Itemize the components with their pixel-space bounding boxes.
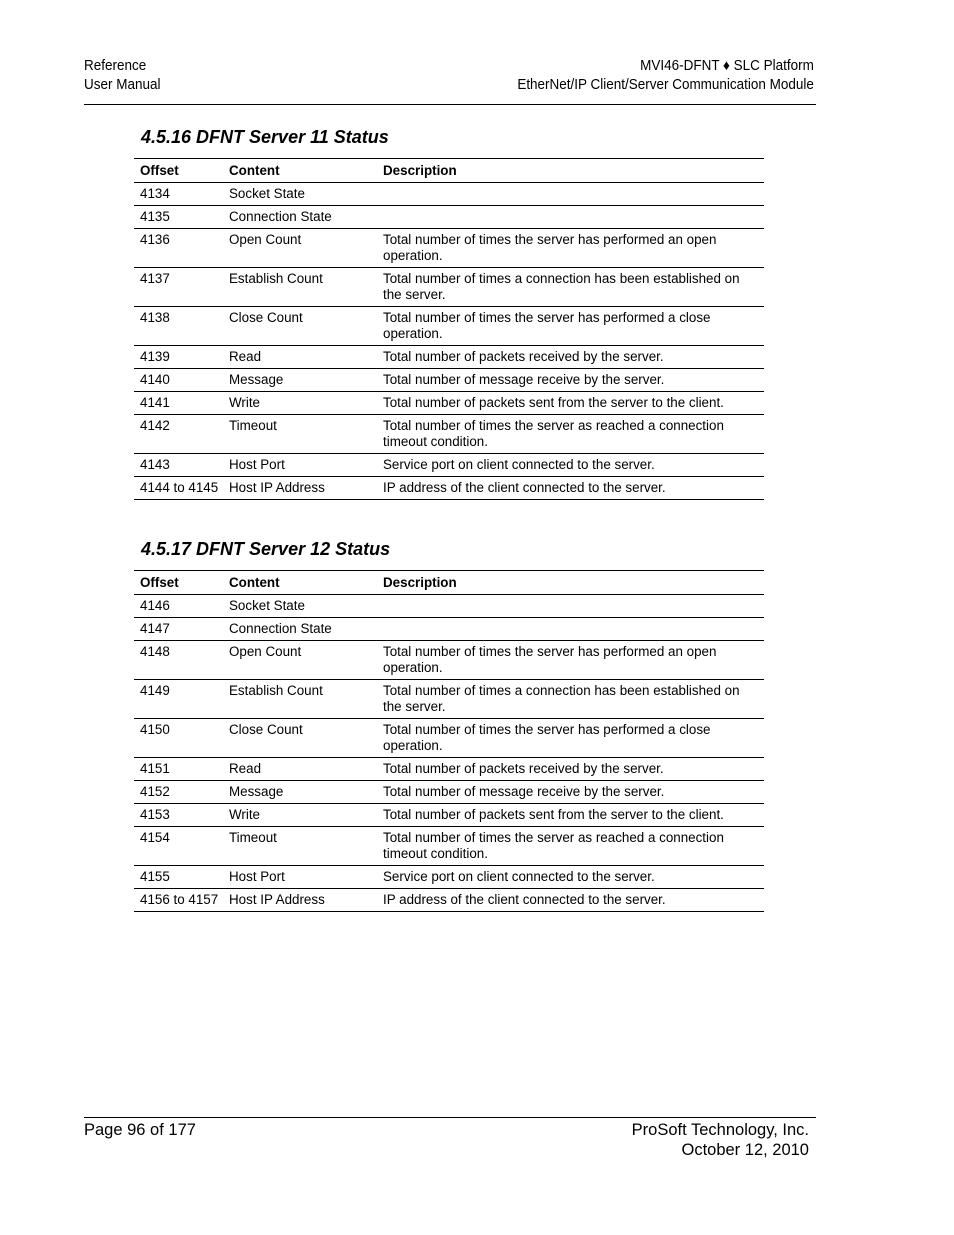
description-cell: Total number of packets sent from the server to the client. xyxy=(377,392,764,415)
offset-cell: 4149 xyxy=(134,680,223,719)
content-cell: Open Count xyxy=(223,229,377,268)
running-header-right xyxy=(517,57,814,95)
table-row xyxy=(134,454,764,477)
content-cell: Open Count xyxy=(223,641,377,680)
description-cell xyxy=(377,183,764,206)
table-row xyxy=(134,346,764,369)
section-title-server-11: 4.5.16 DFNT Server 11 Status xyxy=(141,127,389,147)
description-cell xyxy=(377,595,764,618)
description-cell: Total number of times the server has performed an open operation. xyxy=(377,641,764,680)
column-header-content: Content xyxy=(223,159,377,183)
content-cell: Connection State xyxy=(223,618,377,641)
section-title-server-12: 4.5.17 DFNT Server 12 Status xyxy=(141,539,391,559)
content-cell: Host Port xyxy=(223,866,377,889)
table-row xyxy=(134,804,764,827)
description-cell: Total number of packets received by the server. xyxy=(377,758,764,781)
table-row xyxy=(134,183,764,206)
offset-cell: 4148 xyxy=(134,641,223,680)
table-row xyxy=(134,307,764,346)
description-cell: Service port on client connected to the server. xyxy=(377,454,764,477)
description-cell: Total number of times the server as reached a connection timeout condition. xyxy=(377,827,764,866)
table-row xyxy=(134,618,764,641)
offset-cell: 4153 xyxy=(134,804,223,827)
content-cell: Write xyxy=(223,804,377,827)
server-11-status-table xyxy=(134,158,764,500)
description-cell: IP address of the client connected to the server. xyxy=(377,477,764,500)
table-header-row xyxy=(134,571,764,595)
content-cell: Message xyxy=(223,781,377,804)
table-row xyxy=(134,206,764,229)
table-row xyxy=(134,889,764,912)
description-cell: Total number of packets received by the server. xyxy=(377,346,764,369)
content-cell: Read xyxy=(223,346,377,369)
content-cell: Close Count xyxy=(223,307,377,346)
table-row xyxy=(134,477,764,500)
description-cell: Total number of message receive by the server. xyxy=(377,369,764,392)
description-cell xyxy=(377,206,764,229)
content-cell: Host Port xyxy=(223,454,377,477)
content-cell: Timeout xyxy=(223,827,377,866)
header-user-manual: User Manual xyxy=(84,77,161,93)
footer-divider xyxy=(84,1117,816,1118)
content-cell: Socket State xyxy=(223,183,377,206)
table-row xyxy=(134,392,764,415)
header-module: EtherNet/IP Client/Server Communication Module xyxy=(517,77,814,93)
column-header-description: Description xyxy=(377,159,764,183)
description-cell: Total number of times the server has performed an open operation. xyxy=(377,229,764,268)
table-row xyxy=(134,268,764,307)
description-cell: Service port on client connected to the server. xyxy=(377,866,764,889)
content-cell: Establish Count xyxy=(223,268,377,307)
content-cell: Close Count xyxy=(223,719,377,758)
table-header-row xyxy=(134,159,764,183)
content-cell: Connection State xyxy=(223,206,377,229)
offset-cell: 4152 xyxy=(134,781,223,804)
offset-cell: 4146 xyxy=(134,595,223,618)
description-cell: IP address of the client connected to the server. xyxy=(377,889,764,912)
offset-cell: 4154 xyxy=(134,827,223,866)
header-reference: Reference xyxy=(84,58,147,74)
table-row xyxy=(134,369,764,392)
page-number: Page 96 of 177 xyxy=(84,1121,196,1139)
column-header-offset: Offset xyxy=(134,159,223,183)
description-cell: Total number of times the server has performed a close operation. xyxy=(377,307,764,346)
header-divider xyxy=(84,104,816,105)
description-cell: Total number of times a connection has been established on the server. xyxy=(377,268,764,307)
footer-company: ProSoft Technology, Inc. xyxy=(631,1121,809,1139)
offset-cell: 4144 to 4145 xyxy=(134,477,223,500)
footer-date: October 12, 2010 xyxy=(681,1141,809,1159)
server-12-status-table xyxy=(134,570,764,912)
content-cell: Socket State xyxy=(223,595,377,618)
content-cell: Host IP Address xyxy=(223,477,377,500)
table-row xyxy=(134,595,764,618)
table-row xyxy=(134,719,764,758)
offset-cell: 4142 xyxy=(134,415,223,454)
content-cell: Establish Count xyxy=(223,680,377,719)
description-cell: Total number of message receive by the server. xyxy=(377,781,764,804)
table-row xyxy=(134,758,764,781)
description-cell: Total number of times a connection has been established on the server. xyxy=(377,680,764,719)
offset-cell: 4135 xyxy=(134,206,223,229)
table-row xyxy=(134,866,764,889)
content-cell: Host IP Address xyxy=(223,889,377,912)
column-header-content: Content xyxy=(223,571,377,595)
description-cell: Total number of times the server has performed a close operation. xyxy=(377,719,764,758)
description-cell: Total number of times the server as reached a connection timeout condition. xyxy=(377,415,764,454)
offset-cell: 4156 to 4157 xyxy=(134,889,223,912)
offset-cell: 4136 xyxy=(134,229,223,268)
table-row xyxy=(134,641,764,680)
running-footer-right xyxy=(632,1120,809,1160)
header-product: MVI46-DFNT ♦ SLC Platform xyxy=(640,58,814,74)
offset-cell: 4137 xyxy=(134,268,223,307)
offset-cell: 4147 xyxy=(134,618,223,641)
content-cell: Message xyxy=(223,369,377,392)
offset-cell: 4134 xyxy=(134,183,223,206)
description-cell: Total number of packets sent from the server to the client. xyxy=(377,804,764,827)
offset-cell: 4141 xyxy=(134,392,223,415)
description-cell xyxy=(377,618,764,641)
table-row xyxy=(134,415,764,454)
offset-cell: 4138 xyxy=(134,307,223,346)
content-cell: Write xyxy=(223,392,377,415)
table-row xyxy=(134,229,764,268)
table-row xyxy=(134,781,764,804)
column-header-offset: Offset xyxy=(134,571,223,595)
content-cell: Read xyxy=(223,758,377,781)
offset-cell: 4140 xyxy=(134,369,223,392)
column-header-description: Description xyxy=(377,571,764,595)
content-cell: Timeout xyxy=(223,415,377,454)
running-header-left xyxy=(84,57,160,95)
offset-cell: 4150 xyxy=(134,719,223,758)
offset-cell: 4143 xyxy=(134,454,223,477)
table-row xyxy=(134,680,764,719)
offset-cell: 4139 xyxy=(134,346,223,369)
offset-cell: 4155 xyxy=(134,866,223,889)
offset-cell: 4151 xyxy=(134,758,223,781)
table-row xyxy=(134,827,764,866)
